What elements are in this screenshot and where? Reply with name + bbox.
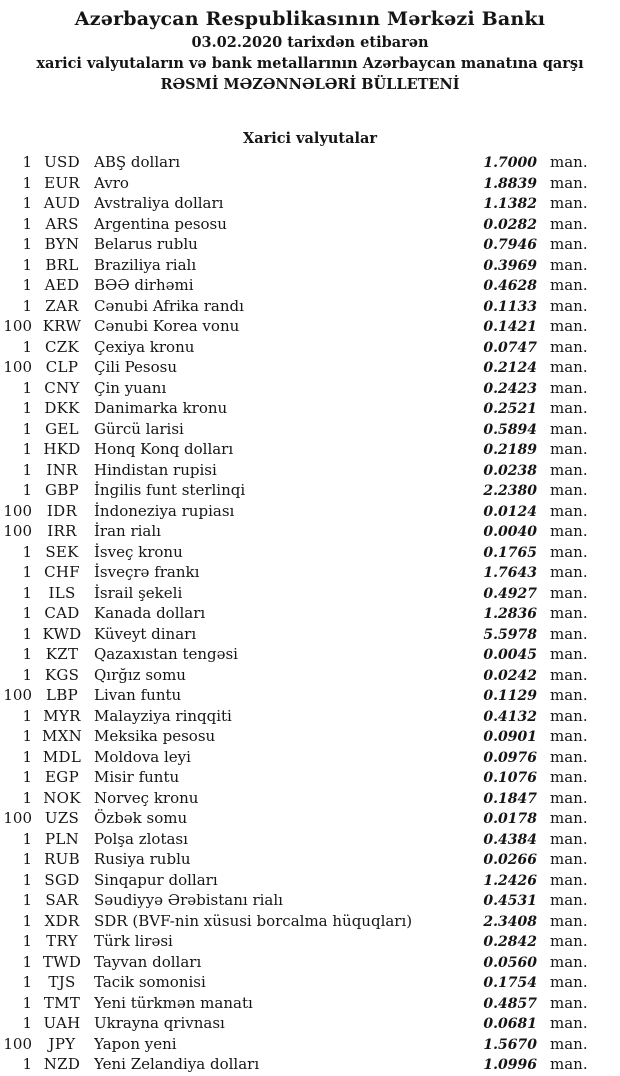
rate-row bbox=[0, 829, 620, 850]
unit-label-cell: man. bbox=[550, 235, 588, 253]
rate-row bbox=[0, 1034, 620, 1055]
currency-code-cell: NOK bbox=[43, 788, 81, 807]
unit-label-cell: man. bbox=[550, 747, 588, 766]
quantity-cell: 100 bbox=[3, 522, 32, 540]
currency-code-cell: EGP bbox=[45, 768, 79, 786]
rate-value-cell: 1.2836 bbox=[483, 606, 537, 622]
unit-label-cell: man. bbox=[550, 378, 588, 397]
currency-name-cell: BƏƏ dirhəmi bbox=[94, 276, 194, 294]
rate-value-cell: 0.5894 bbox=[483, 421, 537, 438]
currency-code-cell: UAH bbox=[43, 1014, 81, 1032]
rate-row bbox=[0, 972, 620, 993]
currency-name-cell: Moldova leyi bbox=[94, 747, 191, 766]
quantity-cell: 1 bbox=[22, 563, 32, 581]
quantity-cell: 100 bbox=[3, 809, 32, 827]
currency-code-cell: XDR bbox=[44, 911, 80, 930]
currency-name-cell: Misir funtu bbox=[94, 768, 180, 786]
currency-name-cell: Livan funtu bbox=[94, 686, 182, 704]
unit-label-cell: man. bbox=[550, 440, 588, 458]
unit-label-cell: man. bbox=[550, 706, 588, 725]
quantity-cell: 1 bbox=[22, 870, 32, 889]
unit-label-cell: man. bbox=[550, 604, 588, 622]
unit-label-cell: man. bbox=[550, 337, 588, 356]
currency-code-cell: CHF bbox=[44, 563, 80, 581]
unit-label-cell: man. bbox=[550, 296, 588, 315]
rate-value-cell: 0.2423 bbox=[483, 380, 537, 397]
unit-label-cell: man. bbox=[550, 214, 588, 233]
rate-row bbox=[0, 849, 620, 870]
currency-code-cell: ARS bbox=[45, 214, 79, 233]
currency-name-cell: Braziliya rialı bbox=[94, 255, 197, 274]
currency-code-cell: UZS bbox=[44, 809, 80, 827]
rate-value-cell: 0.0045 bbox=[483, 647, 537, 663]
currency-code-cell: LBP bbox=[46, 686, 78, 704]
unit-label-cell: man. bbox=[550, 542, 588, 561]
currency-code-cell: GBP bbox=[45, 481, 79, 499]
unit-label-cell: man. bbox=[550, 850, 588, 868]
rate-value-cell: 0.1076 bbox=[483, 770, 537, 786]
rate-value-cell: 0.4628 bbox=[483, 278, 537, 294]
rate-row bbox=[0, 726, 620, 747]
unit-label-cell: man. bbox=[550, 788, 588, 807]
unit-label-cell: man. bbox=[550, 1055, 588, 1073]
currency-name-cell: İran rialı bbox=[94, 522, 161, 540]
rate-row bbox=[0, 644, 620, 665]
currency-code-cell: TWD bbox=[42, 952, 82, 971]
currency-name-cell: İndoneziya rupiası bbox=[94, 501, 235, 520]
unit-label-cell: man. bbox=[550, 522, 588, 540]
effective-date-line: 03.02.2020 tarixdən etibarən bbox=[191, 34, 429, 51]
currency-code-cell: KWD bbox=[42, 624, 82, 643]
quantity-cell: 1 bbox=[22, 665, 32, 684]
quantity-cell: 1 bbox=[22, 973, 32, 991]
currency-name-cell: Avro bbox=[94, 173, 129, 192]
currency-code-cell: NZD bbox=[43, 1055, 81, 1073]
bulletin-header bbox=[0, 0, 620, 95]
currency-name-cell: Gürcü larisi bbox=[94, 419, 184, 438]
quantity-cell: 1 bbox=[22, 460, 32, 479]
currency-code-cell: SAR bbox=[45, 891, 79, 909]
section-title-foreign-currencies: Xarici valyutalar bbox=[242, 130, 378, 147]
quantity-cell: 1 bbox=[22, 1014, 32, 1032]
rate-row bbox=[0, 234, 620, 255]
rate-value-cell: 0.0901 bbox=[483, 729, 537, 745]
rate-value-cell: 0.4927 bbox=[483, 585, 537, 602]
quantity-cell: 100 bbox=[3, 501, 32, 520]
subtitle-line: xarici valyutaların və bank metallarının Azərbaycan manatına qarşı bbox=[36, 55, 584, 72]
rate-value-cell: 1.0996 bbox=[483, 1057, 537, 1073]
currency-name-cell: Yeni türkmən manatı bbox=[94, 993, 253, 1012]
currency-code-cell: CZK bbox=[44, 337, 79, 356]
rate-row bbox=[0, 521, 620, 542]
rate-value-cell: 0.0242 bbox=[483, 667, 537, 684]
quantity-cell: 1 bbox=[22, 194, 32, 212]
bulletin-title: RƏSMİ MƏZƏNNƏLƏRİ BÜLLETENİ bbox=[160, 76, 460, 93]
rate-row bbox=[0, 255, 620, 276]
unit-label-cell: man. bbox=[550, 317, 588, 335]
unit-label-cell: man. bbox=[550, 686, 588, 704]
rate-value-cell: 1.2426 bbox=[483, 872, 537, 889]
rate-value-cell: 1.1382 bbox=[483, 196, 537, 212]
currency-code-cell: IRR bbox=[47, 522, 77, 540]
rate-row bbox=[0, 337, 620, 358]
currency-code-cell: GEL bbox=[45, 419, 79, 438]
currency-name-cell: Özbək somu bbox=[94, 809, 188, 827]
rate-value-cell: 0.4384 bbox=[483, 831, 537, 848]
quantity-cell: 1 bbox=[22, 932, 32, 950]
rate-row bbox=[0, 952, 620, 973]
currency-name-cell: Polşa zlotası bbox=[94, 829, 188, 848]
currency-code-cell: BYN bbox=[44, 235, 80, 253]
quantity-cell: 1 bbox=[22, 378, 32, 397]
currency-code-cell: HKD bbox=[43, 440, 81, 458]
rate-row bbox=[0, 439, 620, 460]
quantity-cell: 1 bbox=[22, 173, 32, 192]
rate-row bbox=[0, 152, 620, 173]
currency-name-cell: Səudiyyə Ərəbistanı rialı bbox=[94, 891, 283, 909]
currency-name-cell: İsveç kronu bbox=[94, 542, 183, 561]
unit-label-cell: man. bbox=[550, 153, 588, 171]
currency-name-cell: Tayvan dolları bbox=[94, 952, 202, 971]
rate-value-cell: 0.7946 bbox=[483, 237, 537, 253]
rate-value-cell: 0.2842 bbox=[483, 934, 537, 950]
rate-row bbox=[0, 665, 620, 686]
quantity-cell: 1 bbox=[22, 993, 32, 1012]
rate-value-cell: 0.0178 bbox=[483, 811, 537, 827]
bank-title: Azərbaycan Respublikasının Mərkəzi Bankı bbox=[74, 8, 546, 30]
unit-label-cell: man. bbox=[550, 973, 588, 991]
currency-code-cell: MXN bbox=[41, 727, 83, 745]
quantity-cell: 1 bbox=[22, 829, 32, 848]
currency-code-cell: KGS bbox=[44, 665, 80, 684]
rate-row bbox=[0, 460, 620, 481]
unit-label-cell: man. bbox=[550, 911, 588, 930]
rate-value-cell: 0.1129 bbox=[483, 688, 537, 704]
rate-row bbox=[0, 542, 620, 563]
currency-code-cell: TMT bbox=[43, 993, 81, 1012]
currency-name-cell: İngilis funt sterlinqi bbox=[94, 481, 246, 499]
rate-row bbox=[0, 357, 620, 378]
unit-label-cell: man. bbox=[550, 358, 588, 376]
rate-value-cell: 0.0747 bbox=[483, 339, 537, 356]
rate-value-cell: 1.7000 bbox=[483, 155, 537, 171]
unit-label-cell: man. bbox=[550, 399, 588, 417]
currency-name-cell: Sinqapur dolları bbox=[94, 870, 218, 889]
rate-row bbox=[0, 767, 620, 788]
rate-value-cell: 0.0976 bbox=[483, 749, 537, 766]
currency-name-cell: Çili Pesosu bbox=[94, 358, 178, 376]
rate-value-cell: 0.4531 bbox=[483, 893, 537, 909]
unit-label-cell: man. bbox=[550, 501, 588, 520]
rate-row bbox=[0, 808, 620, 829]
unit-label-cell: man. bbox=[550, 829, 588, 848]
currency-name-cell: Avstraliya dolları bbox=[94, 194, 224, 212]
rate-value-cell: 0.1421 bbox=[483, 319, 537, 335]
rate-row bbox=[0, 603, 620, 624]
rate-value-cell: 1.5670 bbox=[483, 1036, 537, 1053]
quantity-cell: 1 bbox=[22, 337, 32, 356]
rate-row bbox=[0, 419, 620, 440]
currency-code-cell: CAD bbox=[44, 604, 80, 622]
quantity-cell: 1 bbox=[22, 440, 32, 458]
rate-value-cell: 2.2380 bbox=[483, 483, 537, 499]
currency-code-cell: ZAR bbox=[45, 296, 79, 315]
currency-code-cell: INR bbox=[46, 460, 78, 479]
rate-row bbox=[0, 685, 620, 706]
rate-row bbox=[0, 890, 620, 911]
quantity-cell: 1 bbox=[22, 850, 32, 868]
rate-row bbox=[0, 747, 620, 768]
currency-name-cell: İsrail şekeli bbox=[94, 583, 183, 602]
currency-code-cell: MYR bbox=[43, 706, 81, 725]
currency-code-cell: SEK bbox=[45, 542, 79, 561]
rate-row bbox=[0, 1054, 620, 1075]
quantity-cell: 1 bbox=[22, 727, 32, 745]
currency-name-cell: Norveç kronu bbox=[94, 788, 199, 807]
currency-code-cell: IDR bbox=[46, 501, 78, 520]
currency-name-cell: Cənubi Afrika randı bbox=[94, 296, 244, 315]
currency-code-cell: AED bbox=[44, 276, 80, 294]
unit-label-cell: man. bbox=[550, 952, 588, 971]
quantity-cell: 1 bbox=[22, 153, 32, 171]
currency-name-cell: Tacik somonisi bbox=[94, 973, 206, 991]
rate-value-cell: 0.1133 bbox=[483, 298, 537, 315]
rate-value-cell: 0.0282 bbox=[483, 216, 537, 233]
rate-value-cell: 1.8839 bbox=[483, 175, 537, 192]
rate-row bbox=[0, 911, 620, 932]
quantity-cell: 1 bbox=[22, 604, 32, 622]
quantity-cell: 100 bbox=[3, 358, 32, 376]
rate-row bbox=[0, 870, 620, 891]
currency-name-cell: Honq Konq dolları bbox=[94, 440, 234, 458]
quantity-cell: 1 bbox=[22, 276, 32, 294]
quantity-cell: 1 bbox=[22, 583, 32, 602]
rate-value-cell: 0.1754 bbox=[483, 975, 537, 991]
currency-name-cell: Türk lirəsi bbox=[94, 932, 173, 950]
quantity-cell: 1 bbox=[22, 419, 32, 438]
rate-row bbox=[0, 378, 620, 399]
quantity-cell: 1 bbox=[22, 706, 32, 725]
rate-value-cell: 5.5978 bbox=[483, 626, 537, 643]
currency-name-cell: Çin yuanı bbox=[94, 378, 167, 397]
unit-label-cell: man. bbox=[550, 891, 588, 909]
rate-row bbox=[0, 296, 620, 317]
unit-label-cell: man. bbox=[550, 173, 588, 192]
currency-code-cell: KRW bbox=[42, 317, 82, 335]
rate-value-cell: 0.4857 bbox=[483, 995, 537, 1012]
currency-code-cell: RUB bbox=[44, 850, 80, 868]
currency-name-cell: Meksika pesosu bbox=[94, 727, 216, 745]
rate-value-cell: 0.2189 bbox=[483, 442, 537, 458]
unit-label-cell: man. bbox=[550, 993, 588, 1012]
currency-code-cell: MDL bbox=[42, 747, 82, 766]
currency-name-cell: Çexiya kronu bbox=[94, 337, 195, 356]
rate-value-cell: 0.1765 bbox=[483, 544, 537, 561]
rate-row bbox=[0, 583, 620, 604]
currency-code-cell: SGD bbox=[44, 870, 80, 889]
currency-name-cell: Yapon yeni bbox=[94, 1034, 177, 1053]
quantity-cell: 1 bbox=[22, 296, 32, 315]
rate-value-cell: 0.4132 bbox=[483, 708, 537, 725]
rate-row bbox=[0, 398, 620, 419]
unit-label-cell: man. bbox=[550, 276, 588, 294]
currency-name-cell: Hindistan rupisi bbox=[94, 460, 217, 479]
unit-label-cell: man. bbox=[550, 1034, 588, 1053]
unit-label-cell: man. bbox=[550, 481, 588, 499]
quantity-cell: 1 bbox=[22, 214, 32, 233]
rate-row bbox=[0, 480, 620, 501]
quantity-cell: 1 bbox=[22, 747, 32, 766]
quantity-cell: 100 bbox=[3, 1034, 32, 1053]
currency-code-cell: CNY bbox=[44, 378, 80, 397]
rate-value-cell: 0.0238 bbox=[483, 462, 537, 479]
currency-code-cell: EUR bbox=[44, 173, 80, 192]
currency-name-cell: Qırğız somu bbox=[94, 665, 186, 684]
rate-row bbox=[0, 788, 620, 809]
rate-row bbox=[0, 316, 620, 337]
currency-code-cell: AUD bbox=[43, 194, 81, 212]
rate-value-cell: 0.0560 bbox=[483, 954, 537, 971]
rate-row bbox=[0, 501, 620, 522]
currency-name-cell: Qazaxıstan tengəsi bbox=[94, 645, 238, 663]
rate-value-cell: 0.0040 bbox=[483, 524, 537, 540]
currency-name-cell: Yeni Zelandiya dolları bbox=[94, 1055, 260, 1073]
rate-value-cell: 0.0266 bbox=[483, 852, 537, 868]
currency-name-cell: SDR (BVF-nin xüsusi borcalma hüquqları) bbox=[94, 911, 413, 930]
currency-name-cell: Danimarka kronu bbox=[94, 399, 228, 417]
rate-row bbox=[0, 931, 620, 952]
quantity-cell: 1 bbox=[22, 891, 32, 909]
currency-name-cell: Cənubi Korea vonu bbox=[94, 317, 240, 335]
currency-name-cell: Rusiya rublu bbox=[94, 850, 191, 868]
currency-code-cell: PLN bbox=[44, 829, 80, 848]
currency-code-cell: ILS bbox=[48, 583, 76, 602]
rate-row bbox=[0, 173, 620, 194]
unit-label-cell: man. bbox=[550, 563, 588, 581]
currency-name-cell: Belarus rublu bbox=[94, 235, 198, 253]
currency-name-cell: Küveyt dinarı bbox=[94, 624, 197, 643]
quantity-cell: 1 bbox=[22, 255, 32, 274]
rates-table bbox=[0, 152, 620, 1075]
unit-label-cell: man. bbox=[550, 583, 588, 602]
unit-label-cell: man. bbox=[550, 665, 588, 684]
currency-code-cell: USD bbox=[44, 153, 80, 171]
quantity-cell: 1 bbox=[22, 768, 32, 786]
rate-value-cell: 0.0681 bbox=[483, 1016, 537, 1032]
currency-name-cell: İsveçrə frankı bbox=[94, 563, 200, 581]
quantity-cell: 1 bbox=[22, 624, 32, 643]
rate-value-cell: 0.2124 bbox=[483, 360, 537, 376]
quantity-cell: 1 bbox=[22, 788, 32, 807]
rate-value-cell: 0.0124 bbox=[483, 503, 537, 520]
quantity-cell: 1 bbox=[22, 542, 32, 561]
currency-code-cell: KZT bbox=[45, 645, 79, 663]
unit-label-cell: man. bbox=[550, 870, 588, 889]
quantity-cell: 1 bbox=[22, 911, 32, 930]
quantity-cell: 1 bbox=[22, 1055, 32, 1073]
rate-value-cell: 0.2521 bbox=[483, 401, 537, 417]
currency-name-cell: Malayziya rinqqiti bbox=[94, 706, 232, 725]
rate-row bbox=[0, 193, 620, 214]
currency-name-cell: Ukrayna qrivnası bbox=[94, 1014, 225, 1032]
quantity-cell: 100 bbox=[3, 686, 32, 704]
unit-label-cell: man. bbox=[550, 727, 588, 745]
quantity-cell: 1 bbox=[22, 952, 32, 971]
rate-row bbox=[0, 562, 620, 583]
quantity-cell: 1 bbox=[22, 399, 32, 417]
rate-row bbox=[0, 275, 620, 296]
unit-label-cell: man. bbox=[550, 932, 588, 950]
unit-label-cell: man. bbox=[550, 624, 588, 643]
rate-row bbox=[0, 706, 620, 727]
unit-label-cell: man. bbox=[550, 768, 588, 786]
rate-row bbox=[0, 1013, 620, 1034]
quantity-cell: 100 bbox=[3, 317, 32, 335]
unit-label-cell: man. bbox=[550, 809, 588, 827]
currency-code-cell: BRL bbox=[45, 255, 79, 274]
currency-code-cell: TJS bbox=[48, 973, 76, 991]
rate-value-cell: 0.3969 bbox=[483, 257, 537, 274]
unit-label-cell: man. bbox=[550, 194, 588, 212]
rate-row bbox=[0, 214, 620, 235]
rate-row bbox=[0, 624, 620, 645]
rate-row bbox=[0, 993, 620, 1014]
unit-label-cell: man. bbox=[550, 419, 588, 438]
quantity-cell: 1 bbox=[22, 235, 32, 253]
unit-label-cell: man. bbox=[550, 1014, 588, 1032]
unit-label-cell: man. bbox=[550, 645, 588, 663]
currency-code-cell: JPY bbox=[48, 1034, 76, 1053]
quantity-cell: 1 bbox=[22, 481, 32, 499]
unit-label-cell: man. bbox=[550, 255, 588, 274]
currency-code-cell: TRY bbox=[46, 932, 78, 950]
rate-value-cell: 0.1847 bbox=[483, 790, 537, 807]
currency-name-cell: Argentina pesosu bbox=[94, 214, 227, 233]
rate-value-cell: 1.7643 bbox=[483, 565, 537, 581]
quantity-cell: 1 bbox=[22, 645, 32, 663]
currency-code-cell: CLP bbox=[45, 358, 79, 376]
rate-value-cell: 2.3408 bbox=[483, 913, 537, 930]
unit-label-cell: man. bbox=[550, 460, 588, 479]
currency-code-cell: DKK bbox=[44, 399, 80, 417]
currency-name-cell: Kanada dolları bbox=[94, 604, 206, 622]
currency-name-cell: ABŞ dolları bbox=[94, 153, 181, 171]
